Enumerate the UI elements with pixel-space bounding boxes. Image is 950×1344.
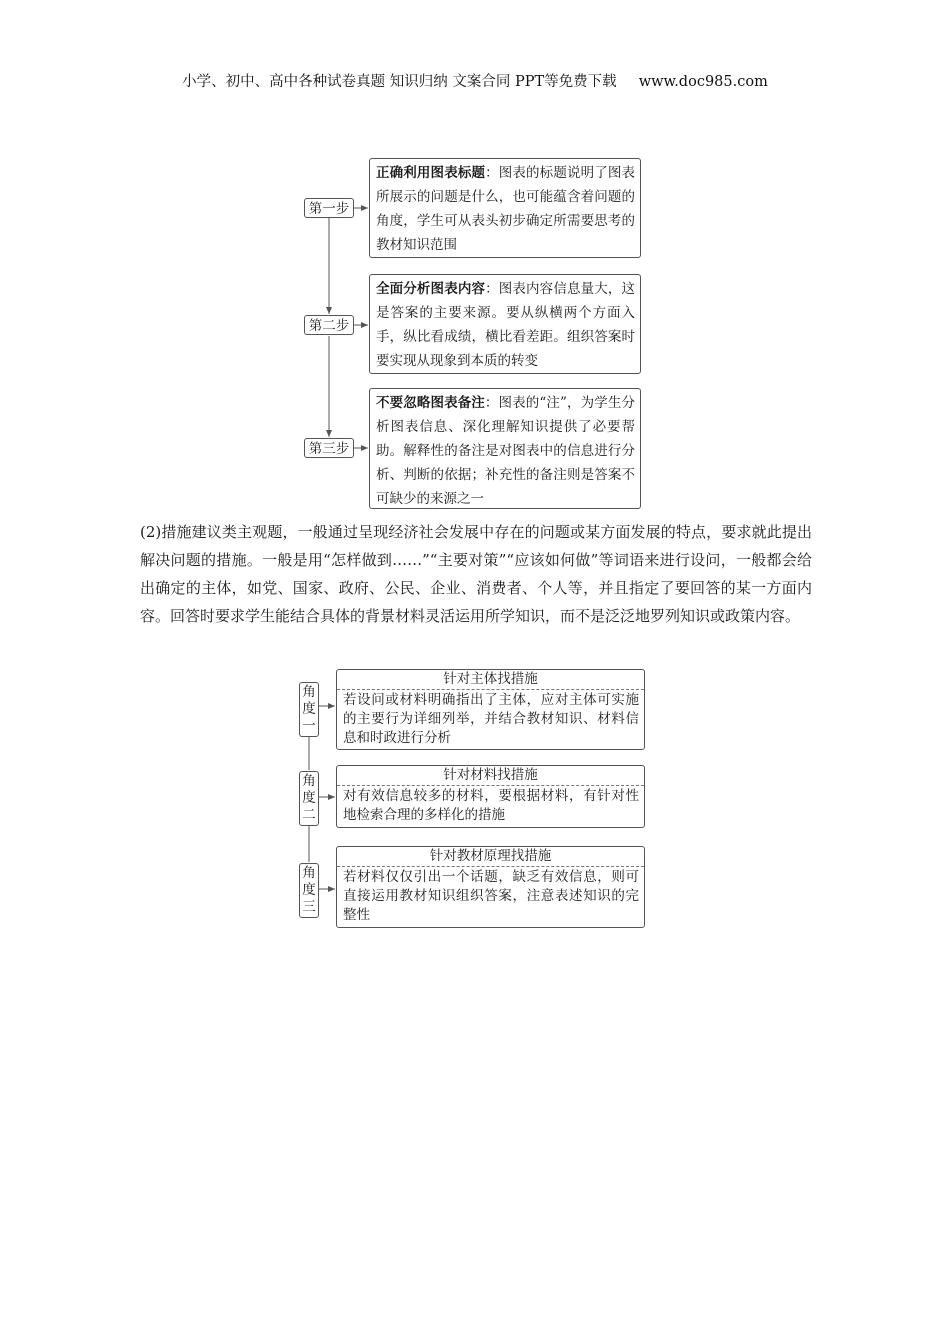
angle-2-title: 针对材料找措施 bbox=[337, 766, 644, 786]
header-url: www.doc985.com bbox=[638, 74, 768, 90]
step-3-text: ：图表的“注”，为学生分析图表信息、深化理解知识提供了必要帮助。解释性的备注是对图表中的信息进行分析、判断的依据；补充性的备注则是答案不可缺少的来源之一 bbox=[376, 395, 635, 507]
step-2-text: ：图表内容信息量大，这是答案的主要来源。要从纵横两个方面入手，纵比看成绩，横比看差距。组织答案时要实现从现象到本质的转变 bbox=[376, 281, 636, 369]
angle-1-text: 若设问或材料明确指出了主体，应对主体可实施的主要行为详细列举，并结合教材知识、材料信息和时政进行分析 bbox=[343, 692, 639, 746]
step-2-description bbox=[369, 274, 641, 374]
step-2-label: 第二步 bbox=[304, 315, 354, 335]
angle-2-label: 角度二 bbox=[299, 771, 319, 826]
angle-2-box bbox=[336, 765, 645, 828]
angle-3-title: 针对教材原理找措施 bbox=[337, 847, 644, 867]
step-1-heading: 正确利用图表标题 bbox=[376, 165, 486, 181]
angle-1-title: 针对主体找措施 bbox=[337, 670, 644, 690]
angle-3-label: 角度三 bbox=[299, 863, 319, 918]
angle-1-label: 角度一 bbox=[299, 682, 319, 737]
step-1-description bbox=[369, 158, 641, 258]
step-3-heading: 不要忽略图表备注 bbox=[376, 395, 485, 411]
angle-3-text: 若材料仅仅引出一个话题，缺乏有效信息，则可直接运用教材知识组织答案，注意表述知识的完整性 bbox=[343, 869, 639, 923]
angle-2-text: 对有效信息较多的材料，要根据材料，有针对性地检索合理的多样化的措施 bbox=[343, 788, 639, 823]
body-paragraph: (2)措施建议类主观题，一般通过呈现经济社会发展中存在的问题或某方面发展的特点，要求就此提出解决问题的措施。一般是用“怎样做到……”“主要对策”“应该如何做”等词语来进行设问，一般都会给出确定的主体，如党、国家、政府、公民、企业、消费者、个人等，并且指定了要回答的某一方面内容。回答时要求学生能结合具体的背景材料灵活运用所学知识，而不是泛泛地罗列知识或政策内容。 bbox=[140, 523, 812, 625]
angle-1-box bbox=[336, 669, 645, 750]
angle-3-box bbox=[336, 846, 645, 928]
step-1-label: 第一步 bbox=[304, 198, 354, 218]
header-title: 小学、初中、高中各种试卷真题 知识归纳 文案合同 PPT等免费下载 bbox=[182, 74, 617, 90]
step-3-description bbox=[369, 388, 641, 509]
step-3-label: 第三步 bbox=[304, 438, 354, 458]
step-1-text: ：图表的标题说明了图表所展示的问题是什么，也可能蕴含着问题的角度，学生可从表头初步确定所需要思考的教材知识范围 bbox=[376, 165, 636, 253]
step-2-heading: 全面分析图表内容 bbox=[376, 281, 486, 297]
